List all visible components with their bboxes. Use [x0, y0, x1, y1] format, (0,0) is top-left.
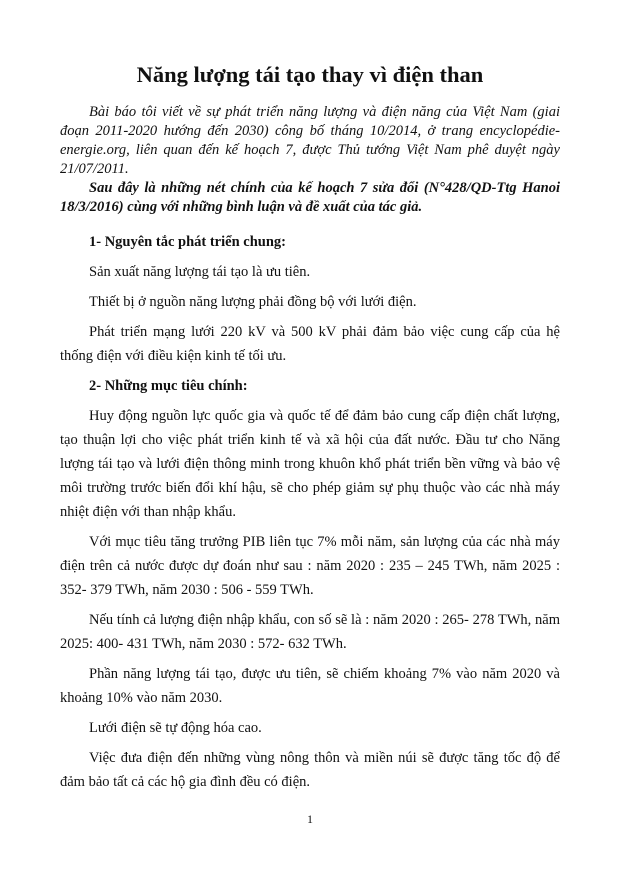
body-paragraph: Sản xuất năng lượng tái tạo là ưu tiên. — [89, 264, 311, 280]
body-paragraph: Với mục tiêu tăng trưởng PIB liên tục 7% mỗi năm, sản lượng của các nhà máy điện trên cả nước được dự đoán như sau : năm 2020 : 235 – 245 TWh, năm 2025 : 352- 379 TWh, năm 2030 : 506 - 559 TWh. — [60, 534, 560, 598]
body-paragraph: Thiết bị ở nguồn năng lượng phải đồng bộ với lưới điện. — [89, 294, 417, 310]
page-number: 1 — [307, 812, 313, 826]
page-title: Năng lượng tái tạo thay vì điện than — [136, 62, 484, 87]
body-paragraph: Phát triển mạng lưới 220 kV và 500 kV phải đảm bảo việc cung cấp của hệ thống điện với điều kiện kinh tế tối ưu. — [60, 324, 560, 364]
body-paragraph: Việc đưa điện đến những vùng nông thôn và miền núi sẽ được tăng tốc độ để đảm bảo tất cả các hộ gia đình đều có điện. — [60, 750, 560, 790]
section-heading: 1- Nguyên tắc phát triển chung: — [89, 234, 286, 250]
document-body — [60, 230, 560, 800]
document-page — [60, 0, 560, 877]
body-paragraph: Lưới điện sẽ tự động hóa cao. — [89, 720, 262, 736]
body-paragraph: Huy động nguồn lực quốc gia và quốc tế để đảm bảo cung cấp điện chất lượng, tạo thuận lợi cho việc phát triển kinh tế và xã hội của đất nước. Đầu tư cho Năng lượng tái tạo và lưới điện thông minh trong khuôn khổ phát triển bền vững và bảo vệ môi trường trước biến đổi khí hậu, sẽ cho phép giảm sự phụ thuộc vào các nhà máy nhiệt điện với than nhập khẩu. — [60, 408, 560, 520]
body-paragraph: Phần năng lượng tái tạo, được ưu tiên, sẽ chiếm khoảng 7% vào năm 2020 và khoảng 10% vào năm 2030. — [60, 666, 560, 706]
intro-block — [60, 103, 560, 217]
body-paragraph: Nếu tính cả lượng điện nhập khẩu, con số sẽ là : năm 2020 : 265- 278 TWh, năm 2025: 400- 431 TWh, năm 2030 : 572- 632 TWh. — [60, 612, 560, 652]
intro-summary-paragraph: Sau đây là những nét chính của kế hoạch 7 sửa đổi (N°428/QD-Ttg Hanoi 18/3/2016) cùng với những bình luận và đề xuất của tác giả. — [60, 180, 560, 215]
section-heading: 2- Những mục tiêu chính: — [89, 378, 248, 394]
intro-paragraph: Bài báo tôi viết về sự phát triển năng lượng và điện năng của Việt Nam (giai đoạn 2011-2020 hướng đến 2030) công bố tháng 10/2014, ở trang encyclopédie-energie.org, liên quan đến kế hoạch 7, được Thủ tướng Việt Nam phê duyệt ngày 21/07/2011. — [60, 104, 560, 177]
